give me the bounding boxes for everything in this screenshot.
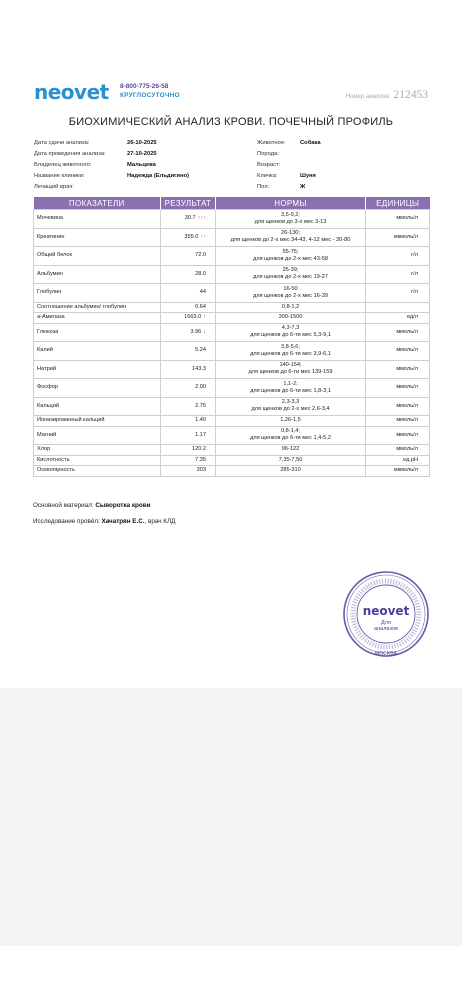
norm-range: 25-39; — [282, 267, 299, 274]
norm-cell — [216, 302, 366, 313]
parameter-name: Натрий — [34, 360, 161, 379]
result-cell — [161, 426, 216, 445]
analysis-number-label: Номер анализа: — [345, 94, 391, 100]
norm-cell — [216, 416, 366, 427]
parameter-name: а-Амилаза — [34, 313, 161, 324]
table-row — [34, 466, 430, 477]
material-value: Сыворотка крови — [95, 502, 151, 509]
norm-range: 16-50 — [283, 285, 298, 292]
norm-range: 1,1-2; — [283, 380, 298, 387]
norm-cell — [216, 397, 366, 416]
norm-cell — [216, 379, 366, 398]
result-value: 72.0 — [195, 252, 206, 259]
result-cell — [161, 228, 216, 247]
norm-cell — [216, 342, 366, 361]
unit-cell: ммоль/л — [366, 342, 430, 361]
clinic-tagline: КРУГЛОСУТОЧНО — [120, 92, 180, 99]
info-row — [257, 160, 321, 171]
parameter-name: Глюкоза — [34, 323, 161, 342]
parameter-name: Хлор — [34, 445, 161, 456]
result-cell — [161, 302, 216, 313]
norm-cell — [216, 323, 366, 342]
results-table — [33, 197, 430, 477]
stamp-ring-text: МОСКВА — [374, 651, 398, 657]
info-right — [257, 138, 321, 193]
norm-cell — [216, 445, 366, 456]
info-label: Пол: — [257, 184, 270, 190]
result-value: 28.0 — [195, 270, 206, 277]
analysis-number — [346, 85, 428, 103]
norm-cell — [216, 247, 366, 266]
norm-range: 26-130; — [281, 230, 300, 237]
info-row — [34, 149, 189, 160]
norm-range: 140-154; — [279, 362, 302, 369]
unit-cell: ммоль/л — [366, 323, 430, 342]
parameter-name: Осмолярность — [34, 466, 161, 477]
result-value: 44 — [199, 289, 206, 296]
unit-cell: ммоль/л — [366, 416, 430, 427]
norm-cell — [216, 466, 366, 477]
norm-puppy-range: для щенков до 6-ти мес 1,8-3,1 — [250, 387, 331, 394]
table-row — [34, 416, 430, 427]
norm-range: 4,3-7,3 — [281, 325, 300, 332]
table-row — [34, 426, 430, 445]
info-label: Возраст: — [257, 162, 281, 168]
info-value: Шуня — [300, 173, 316, 179]
result-cell — [161, 455, 216, 466]
result-value: 1.17 — [195, 431, 206, 438]
norm-puppy-range: для щенков до 2-х мес 34-43, 4-12 мес - 30-80 — [230, 237, 351, 244]
info-label: Животное: — [257, 140, 286, 146]
norm-cell — [216, 360, 366, 379]
result-value: 355.0 — [184, 233, 199, 240]
table-row — [34, 210, 430, 229]
norm-puppy-range: для щенков до 6-ти мес 3,9-6,1 — [250, 350, 331, 357]
doctor-suffix: , врач КЛД — [144, 518, 176, 525]
norm-puppy-range: для щенков до 2-х мес 43-58 — [253, 255, 328, 262]
unit-cell: г/л — [366, 284, 430, 303]
info-label: Дата проведения анализа: — [34, 151, 106, 157]
unit-cell: ед/л — [366, 313, 430, 324]
table-row — [34, 455, 430, 466]
info-row — [34, 160, 189, 171]
parameter-name: Фосфор — [34, 379, 161, 398]
result-value: 303 — [196, 467, 206, 474]
parameter-name: Ионизированный кальций — [34, 416, 161, 427]
norm-puppy-range: для щенков до 2-х мес 2,6-3,4 — [251, 406, 330, 413]
unit-cell: ммоль/л — [366, 379, 430, 398]
norm-cell — [216, 210, 366, 229]
doctor-label: Исследование провёл: — [33, 518, 100, 525]
result-value: 2.75 — [195, 402, 206, 409]
table-row — [34, 313, 430, 324]
abnormal-flag-icon: ↑↑↑ — [197, 215, 206, 222]
norm-puppy-range: для щенков до 6-ти мес 5,3-9,1 — [250, 332, 331, 339]
page-gap — [0, 688, 462, 946]
unit-cell: мкмоль/л — [366, 466, 430, 477]
doctor-line — [33, 518, 175, 525]
result-cell — [161, 360, 216, 379]
material-label: Основной материал: — [33, 502, 94, 509]
table-row — [34, 379, 430, 398]
result-value: 2.00 — [195, 384, 206, 391]
parameter-name: Глобулин — [34, 284, 161, 303]
norm-range: 96-122 — [281, 446, 300, 453]
norm-range: 2,3-3,3 — [281, 399, 300, 406]
result-cell — [161, 313, 216, 324]
parameter-name: Мочевина — [34, 210, 161, 229]
norm-puppy-range: для щенков до 6-ти мес 139-159 — [248, 369, 333, 376]
info-value: Собака — [300, 140, 321, 146]
table-row — [34, 265, 430, 284]
stamp-wordmark: neovet — [362, 604, 410, 618]
result-cell — [161, 323, 216, 342]
table-row — [34, 284, 430, 303]
norm-puppy-range: для щенков до 2-х мес 16-39 — [253, 292, 328, 299]
parameter-name: Соотношение альбумин/ глобулин — [34, 302, 161, 313]
stamp-caption — [342, 620, 430, 632]
material-line — [33, 502, 151, 509]
doctor-name: Хачатрян Е.С. — [101, 518, 145, 525]
table-row — [34, 228, 430, 247]
table-row — [34, 302, 430, 313]
info-value: Надежда (Ельдигино) — [127, 173, 190, 179]
info-label: Лечащий врач: — [34, 184, 74, 190]
result-cell — [161, 247, 216, 266]
info-row — [257, 171, 321, 182]
info-value: Мальцева — [127, 162, 156, 168]
logo-wordmark: neovet — [34, 80, 109, 104]
norm-range: 285-310 — [280, 467, 301, 474]
info-label: Порода: — [257, 151, 279, 157]
result-value: 30.7 — [184, 215, 196, 222]
norm-cell — [216, 313, 366, 324]
report-title: БИОХИМИЧЕСКИЙ АНАЛИЗ КРОВИ. ПОЧЕЧНЫЙ ПРОФИЛЬ — [68, 116, 394, 128]
parameter-name: Общий белок — [34, 247, 161, 266]
norm-cell — [216, 455, 366, 466]
info-value: Ж — [300, 184, 306, 190]
result-value: 3.96 — [190, 328, 202, 335]
table-row — [34, 445, 430, 456]
abnormal-flag-icon: ↑↑ — [200, 233, 206, 240]
info-label: Владелец животного: — [34, 162, 92, 168]
info-label: Дата сдачи анализа: — [34, 140, 90, 146]
abnormal-flag-icon: ↑ — [203, 314, 206, 321]
clinic-stamp — [342, 570, 430, 658]
unit-cell: ммоль/л — [366, 360, 430, 379]
next-page-edge — [0, 946, 462, 1000]
info-value: 27-10-2025 — [127, 151, 157, 157]
unit-cell: ммоль/л — [366, 426, 430, 445]
norm-puppy-range: для щенков до 6-ти мес 1,4-5,2 — [250, 435, 331, 442]
result-cell — [161, 397, 216, 416]
result-value: 120.2 — [192, 446, 206, 453]
norm-range: 3,8-5,6; — [281, 343, 300, 350]
result-cell — [161, 210, 216, 229]
result-value: 7.35 — [195, 456, 206, 463]
info-row — [34, 138, 189, 149]
info-row — [257, 149, 321, 160]
table-row — [34, 397, 430, 416]
parameter-name: Кислотность — [34, 455, 161, 466]
norm-cell — [216, 426, 366, 445]
parameter-name: Кальций — [34, 397, 161, 416]
unit-cell: г/л — [366, 247, 430, 266]
norm-range: 3,5-9,2; — [281, 211, 300, 218]
unit-cell: мкмоль/л — [366, 228, 430, 247]
norm-range: 55-75; — [282, 248, 299, 255]
col-header-unit: ЕДИНИЦЫ — [366, 197, 430, 210]
norm-range: 300-1500 — [278, 314, 303, 321]
parameter-name: Магний — [34, 426, 161, 445]
norm-range: 1,26-1,5 — [280, 417, 301, 424]
unit-cell: ммоль/л — [366, 445, 430, 456]
info-value: 26-10-2025 — [127, 140, 157, 146]
result-value: 1663.0 — [184, 314, 202, 321]
unit-cell — [366, 302, 430, 313]
result-value: 0.64 — [195, 303, 206, 310]
result-value: 143.3 — [192, 365, 206, 372]
abnormal-flag-icon: ↓ — [203, 328, 206, 335]
info-label: Название клиники: — [34, 173, 85, 179]
table-row — [34, 247, 430, 266]
norm-cell — [216, 228, 366, 247]
table-row — [34, 342, 430, 361]
result-cell — [161, 342, 216, 361]
unit-cell: г/л — [366, 265, 430, 284]
norm-range: 7,35-7,50 — [278, 456, 303, 463]
norm-puppy-range: для щенков до 3-х мес 3-13 — [254, 218, 327, 225]
unit-cell: ед.рН — [366, 455, 430, 466]
result-cell — [161, 445, 216, 456]
unit-cell: ммоль/л — [366, 397, 430, 416]
result-value: 1.40 — [195, 417, 206, 424]
parameter-name: Креатинин — [34, 228, 161, 247]
result-cell — [161, 466, 216, 477]
norm-cell — [216, 265, 366, 284]
results-header-row — [34, 197, 430, 210]
clinic-phone: 8-800-775-26-58 — [120, 83, 169, 90]
col-header-parameter: ПОКАЗАТЕЛИ — [34, 197, 161, 210]
info-row — [257, 182, 321, 193]
parameter-name: Калий — [34, 342, 161, 361]
result-value: 5.24 — [195, 347, 206, 354]
info-label: Кличка: — [257, 173, 278, 179]
norm-range: 0,8-1,4; — [281, 428, 300, 435]
col-header-norm: НОРМЫ — [216, 197, 366, 210]
info-row — [34, 171, 189, 182]
result-cell — [161, 265, 216, 284]
col-header-result: РЕЗУЛЬТАТ — [161, 197, 216, 210]
info-row — [257, 138, 321, 149]
table-row — [34, 360, 430, 379]
info-row — [34, 182, 189, 193]
result-cell — [161, 284, 216, 303]
norm-puppy-range: для щенков до 2-х мес 19-27 — [253, 274, 328, 281]
parameter-name: Альбумин — [34, 265, 161, 284]
norm-range: 0,8-1,2 — [281, 303, 300, 310]
analysis-number-value: 212453 — [393, 89, 428, 101]
unit-cell: ммоль/л — [366, 210, 430, 229]
info-left — [34, 138, 189, 193]
table-row — [34, 323, 430, 342]
stamp-caption-line2: анализов — [374, 626, 398, 632]
norm-cell — [216, 284, 366, 303]
stamp-caption-line1: Для — [381, 620, 391, 626]
result-cell — [161, 416, 216, 427]
result-cell — [161, 379, 216, 398]
